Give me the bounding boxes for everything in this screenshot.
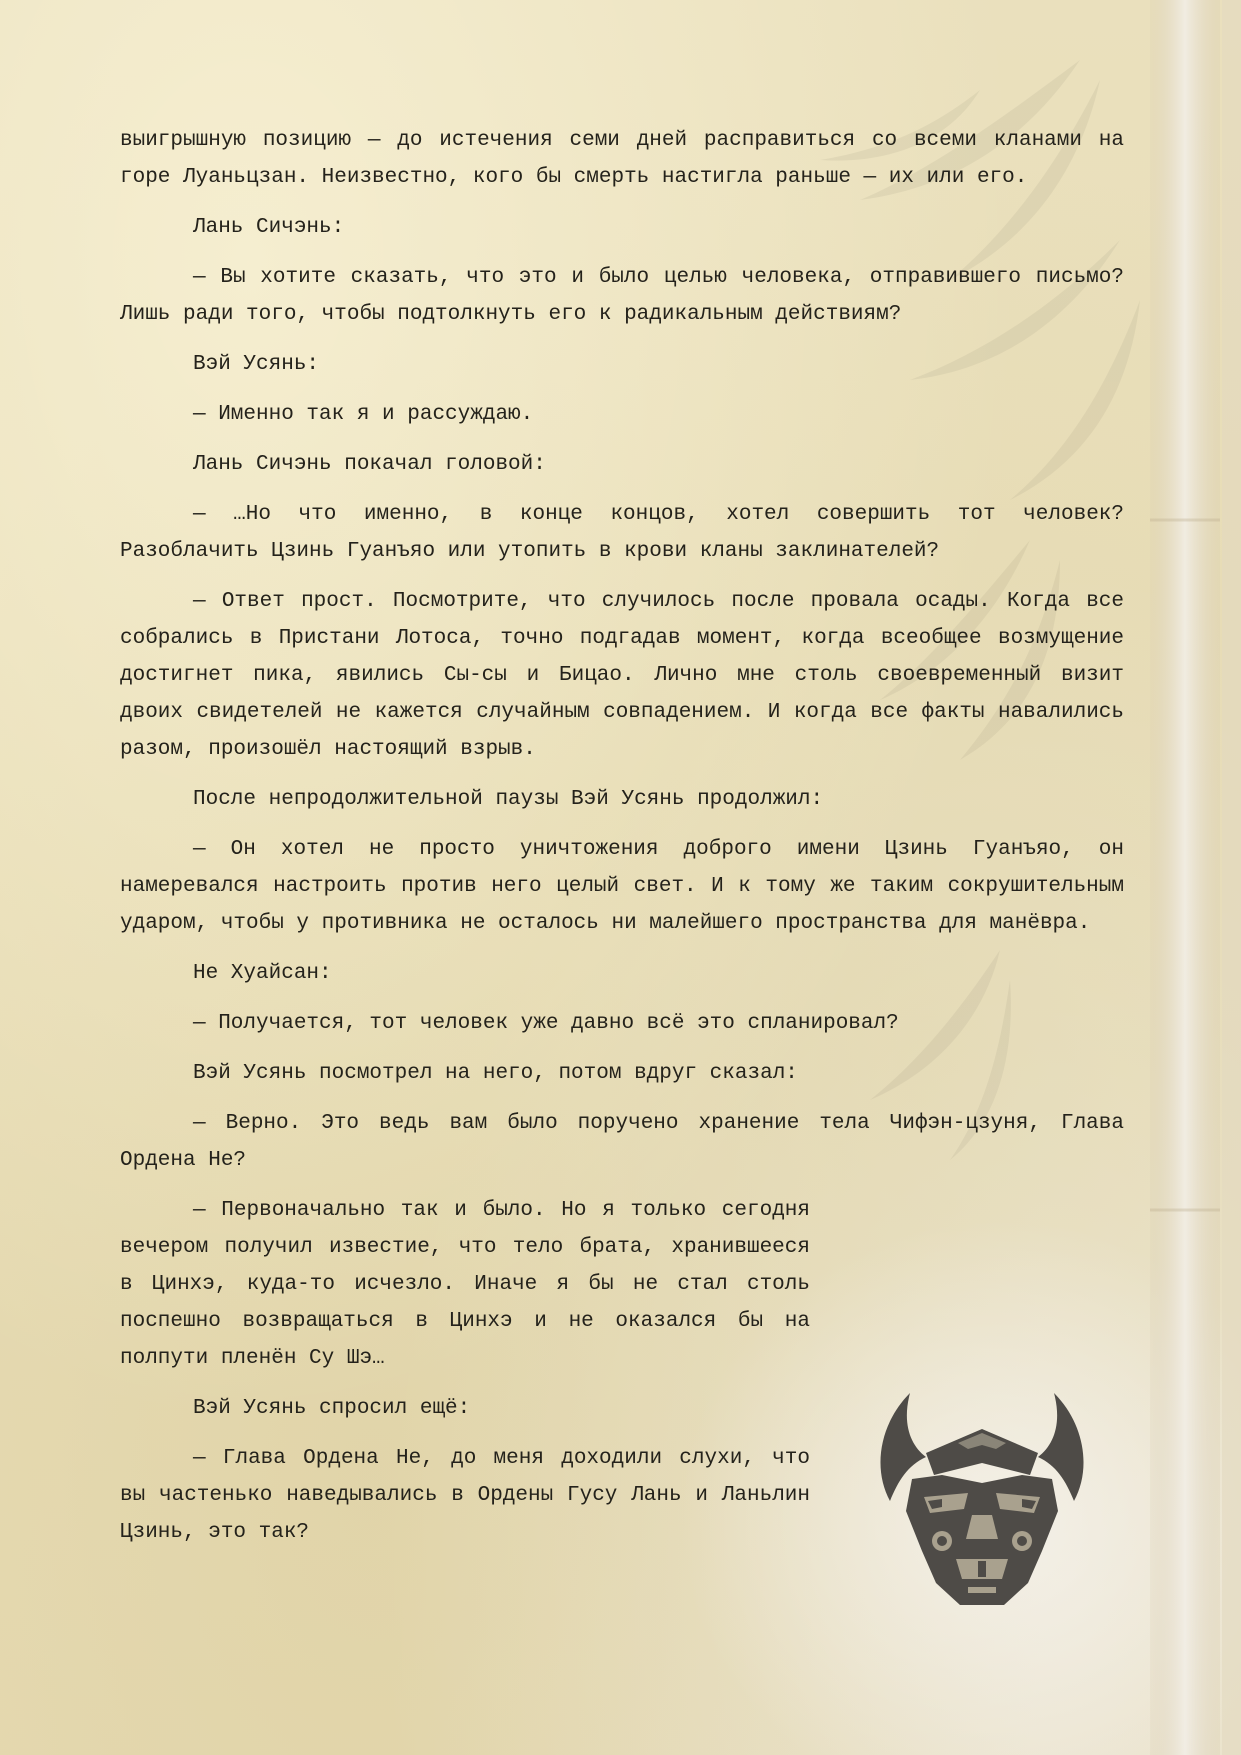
paragraph: — Получается, тот человек уже давно всё это спланировал? [193,1012,899,1035]
paragraph: — Первоначально так и было. Но я только сегодня вечером получил известие, что тело брата, хранившееся в Цинхэ, куда-то исчезло. Иначе я бы не стал столь поспешно возвращаться в Цинхэ и не оказался бы на полпути пленён Су Шэ… [120,1199,810,1370]
paragraph: После непродолжительной паузы Вэй Усянь продолжил: [193,788,824,811]
paragraph: — Вы хотите сказать, что это и было целью человека, отправившего письмо? Лишь ради того, чтобы подтолкнуть его к радикальным действиям? [120,266,1124,326]
paragraph: Не Хуайсан: [193,962,332,985]
paragraph: — Верно. Это ведь вам было поручено хранение тела Чифэн-цзуня, Глава Ордена Не? [120,1112,1124,1172]
paragraph: выигрышную позицию — до истечения семи дней расправиться со всеми кланами на горе Луаньцзан. Неизвестно, кого бы смерть настигла раньше — их или его. [120,129,1124,189]
paragraph: — Именно так я и рассуждаю. [193,403,534,426]
paragraph: Вэй Усянь посмотрел на него, потом вдруг сказал: [193,1062,798,1085]
paragraph: Вэй Усянь спросил ещё: [193,1397,471,1420]
paragraph: Лань Сичэнь: [193,216,345,239]
paragraph: Лань Сичэнь покачал головой: [193,453,546,476]
paragraph: Вэй Усянь: [193,353,320,376]
document-body [120,122,1124,1564]
paragraph: — Он хотел не просто уничтожения доброго имени Цзинь Гуанъяо, он намеревался настроить против него целый свет. И к тому же таким сокрушительным ударом, чтобы у противника не осталось ни малейшего пространства для манёвра. [120,838,1124,935]
ox-head-mask-emblem [872,1383,1092,1615]
paragraph: — …Но что именно, в конце концов, хотел совершить тот человек? Разоблачить Цзинь Гуанъяо или утопить в крови кланы заклинателей? [120,503,1124,563]
paragraph: — Глава Ордена Не, до меня доходили слухи, что вы частенько наведывались в Ордены Гусу Лань и Ланьлин Цзинь, это так? [120,1447,810,1544]
paragraph: — Ответ прост. Посмотрите, что случилось после провала осады. Когда все собрались в Пристани Лотоса, точно подгадав момент, когда всеобщее возмущение достигнет пика, явились Сы-сы и Бицао. Лично мне столь своевременный визит двоих свидетелей не кажется случайным совпадением. И когда все факты навалились разом, произошёл настоящий взрыв. [120,590,1124,761]
